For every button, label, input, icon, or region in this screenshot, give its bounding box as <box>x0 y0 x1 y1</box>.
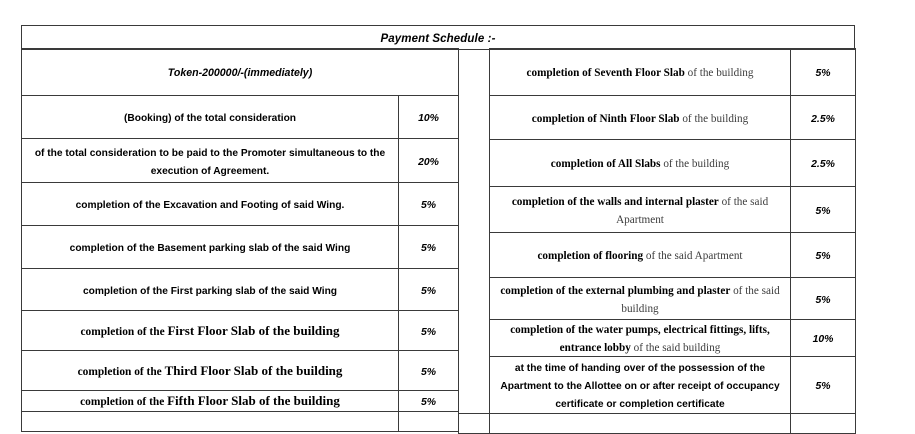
table-row <box>22 311 459 351</box>
right-cell-pct <box>791 233 856 278</box>
right-cell-pct <box>791 320 856 357</box>
left-desc-main: Third Floor Slab of the building <box>164 362 343 378</box>
left-pct-text: 20% <box>418 156 439 168</box>
left-cell-pct-blank <box>399 412 459 432</box>
right-desc-text <box>532 113 748 125</box>
left-cell-pct <box>399 391 459 412</box>
right-pct-text: 10% <box>812 333 834 345</box>
table-row <box>459 320 856 357</box>
right-desc-rest: of the said building <box>621 284 780 315</box>
right-desc-bold: completion of flooring <box>537 250 644 263</box>
right-desc-text <box>537 250 742 262</box>
right-pct-text: 5% <box>815 380 831 392</box>
left-desc-text: completion of the Basement parking slab of the said Wing <box>69 243 351 255</box>
table-row <box>459 233 856 278</box>
left-cell-pct <box>399 351 459 391</box>
right-cell-desc <box>490 233 791 278</box>
right-desc-text <box>500 285 779 315</box>
right-desc-rest: of the building <box>684 67 754 80</box>
left-pct-text: 5% <box>420 397 437 409</box>
right-cell-desc-blank <box>490 413 791 433</box>
right-desc-text <box>512 196 768 226</box>
table-row <box>459 140 856 187</box>
table-row <box>459 49 856 96</box>
table-row <box>459 356 856 413</box>
right-cell-pct <box>791 187 856 233</box>
right-desc-text: at the time of handing over of the possession of the Apartment to the Allottee on or after receipt of occupancy certificate or completion certificate <box>500 362 780 410</box>
left-desc-prefix: completion of the <box>80 396 168 409</box>
left-schedule-table <box>21 48 459 432</box>
left-cell-pct <box>399 139 459 183</box>
right-gutter-cell <box>459 49 490 414</box>
right-pct-text: 2.5% <box>811 113 835 125</box>
table-row <box>459 96 856 140</box>
title-table <box>21 25 855 50</box>
right-pct-text: 5% <box>815 68 831 80</box>
right-schedule-table-wrapper <box>458 48 855 434</box>
left-pct-text: 5% <box>420 200 437 212</box>
table-row <box>22 26 855 50</box>
left-cell-desc <box>22 96 399 139</box>
left-desc-text: completion of the First parking slab of the said Wing <box>82 285 338 297</box>
right-desc-text <box>551 158 729 170</box>
table-row <box>22 139 459 183</box>
title-band <box>21 25 855 48</box>
right-cell-pct <box>791 356 856 413</box>
table-row <box>22 226 459 269</box>
page-title: Payment Schedule :- <box>380 32 496 45</box>
right-cell-desc <box>490 320 791 357</box>
right-desc-rest: of the said building <box>630 341 721 354</box>
right-gutter-cell-blank <box>459 413 490 433</box>
left-desc-text: of the total consideration to be paid to the Promoter simultaneous to the execution of Agreement. <box>34 147 386 177</box>
table-row <box>22 49 459 96</box>
left-desc-text: Token-200000/-(immediately) <box>167 67 313 80</box>
left-desc-text: completion of the Excavation and Footing of said Wing. <box>75 200 345 212</box>
table-row <box>22 183 459 226</box>
right-pct-text: 5% <box>815 294 831 306</box>
left-desc-main: First Floor Slab of the building <box>167 322 340 338</box>
left-cell-pct <box>399 96 459 139</box>
right-cell-pct <box>791 49 856 96</box>
left-cell-desc <box>22 49 459 96</box>
right-desc-rest: of the said Apartment <box>616 195 769 226</box>
right-cell-desc <box>490 187 791 233</box>
right-cell-desc <box>490 278 791 320</box>
table-row <box>459 278 856 320</box>
document-title-cell <box>22 26 855 50</box>
left-cell-desc-blank <box>22 412 399 432</box>
right-desc-rest: of the said Apartment <box>643 250 743 263</box>
left-cell-desc <box>22 139 399 183</box>
left-cell-pct <box>399 183 459 226</box>
right-desc-rest: of the building <box>660 158 730 171</box>
left-desc-text <box>78 363 343 378</box>
right-desc-bold: completion of Ninth Floor Slab <box>531 112 680 125</box>
right-desc-bold: completion of the walls and internal plaster <box>511 195 719 208</box>
left-cell-desc <box>22 391 399 412</box>
left-pct-text: 5% <box>420 285 437 297</box>
right-pct-text: 2.5% <box>811 159 835 171</box>
payment-schedule-sheet <box>21 25 855 422</box>
table-row <box>22 351 459 391</box>
left-desc-main: Fifth Floor Slab of the building <box>167 393 340 409</box>
right-pct-text: 5% <box>815 251 831 263</box>
left-cell-desc <box>22 183 399 226</box>
left-cell-pct <box>399 269 459 311</box>
right-cell-desc <box>490 96 791 140</box>
right-schedule-table <box>458 48 856 434</box>
right-cell-desc <box>490 140 791 187</box>
right-desc-text <box>510 324 770 354</box>
left-cell-desc <box>22 351 399 391</box>
left-pct-text: 5% <box>420 243 437 255</box>
left-pct-text: 5% <box>420 366 437 378</box>
right-desc-text <box>527 67 754 79</box>
right-desc-bold: completion of the external plumbing and plaster <box>500 284 731 297</box>
table-row <box>22 96 459 139</box>
left-cell-desc <box>22 311 399 351</box>
table-row <box>22 269 459 311</box>
left-pct-text: 5% <box>420 326 437 338</box>
left-desc-text <box>80 323 339 338</box>
right-desc-bold: completion of Seventh Floor Slab <box>526 67 685 80</box>
table-row <box>459 413 856 433</box>
right-cell-pct <box>791 140 856 187</box>
table-row <box>22 391 459 412</box>
left-desc-prefix: completion of the <box>80 325 168 338</box>
left-desc-text: (Booking) of the total consideration <box>123 113 297 125</box>
right-pct-text: 5% <box>815 205 831 217</box>
left-cell-desc <box>22 226 399 269</box>
left-schedule-table-wrapper <box>21 48 458 432</box>
table-row <box>459 187 856 233</box>
left-pct-text: 10% <box>418 113 439 125</box>
left-cell-pct <box>399 311 459 351</box>
right-cell-desc <box>490 49 791 96</box>
table-row <box>22 412 459 432</box>
right-desc-rest: of the building <box>679 112 749 125</box>
left-desc-prefix: completion of the <box>77 365 165 378</box>
left-cell-desc <box>22 269 399 311</box>
left-cell-pct <box>399 226 459 269</box>
right-desc-bold: completion of All Slabs <box>550 158 661 171</box>
right-cell-desc <box>490 356 791 413</box>
right-cell-pct <box>791 278 856 320</box>
right-cell-pct-blank <box>791 413 856 433</box>
right-cell-pct <box>791 96 856 140</box>
left-desc-text <box>80 393 340 408</box>
right-desc-bold: completion of the water pumps, electrical fittings, lifts, entrance lobby <box>510 324 770 354</box>
